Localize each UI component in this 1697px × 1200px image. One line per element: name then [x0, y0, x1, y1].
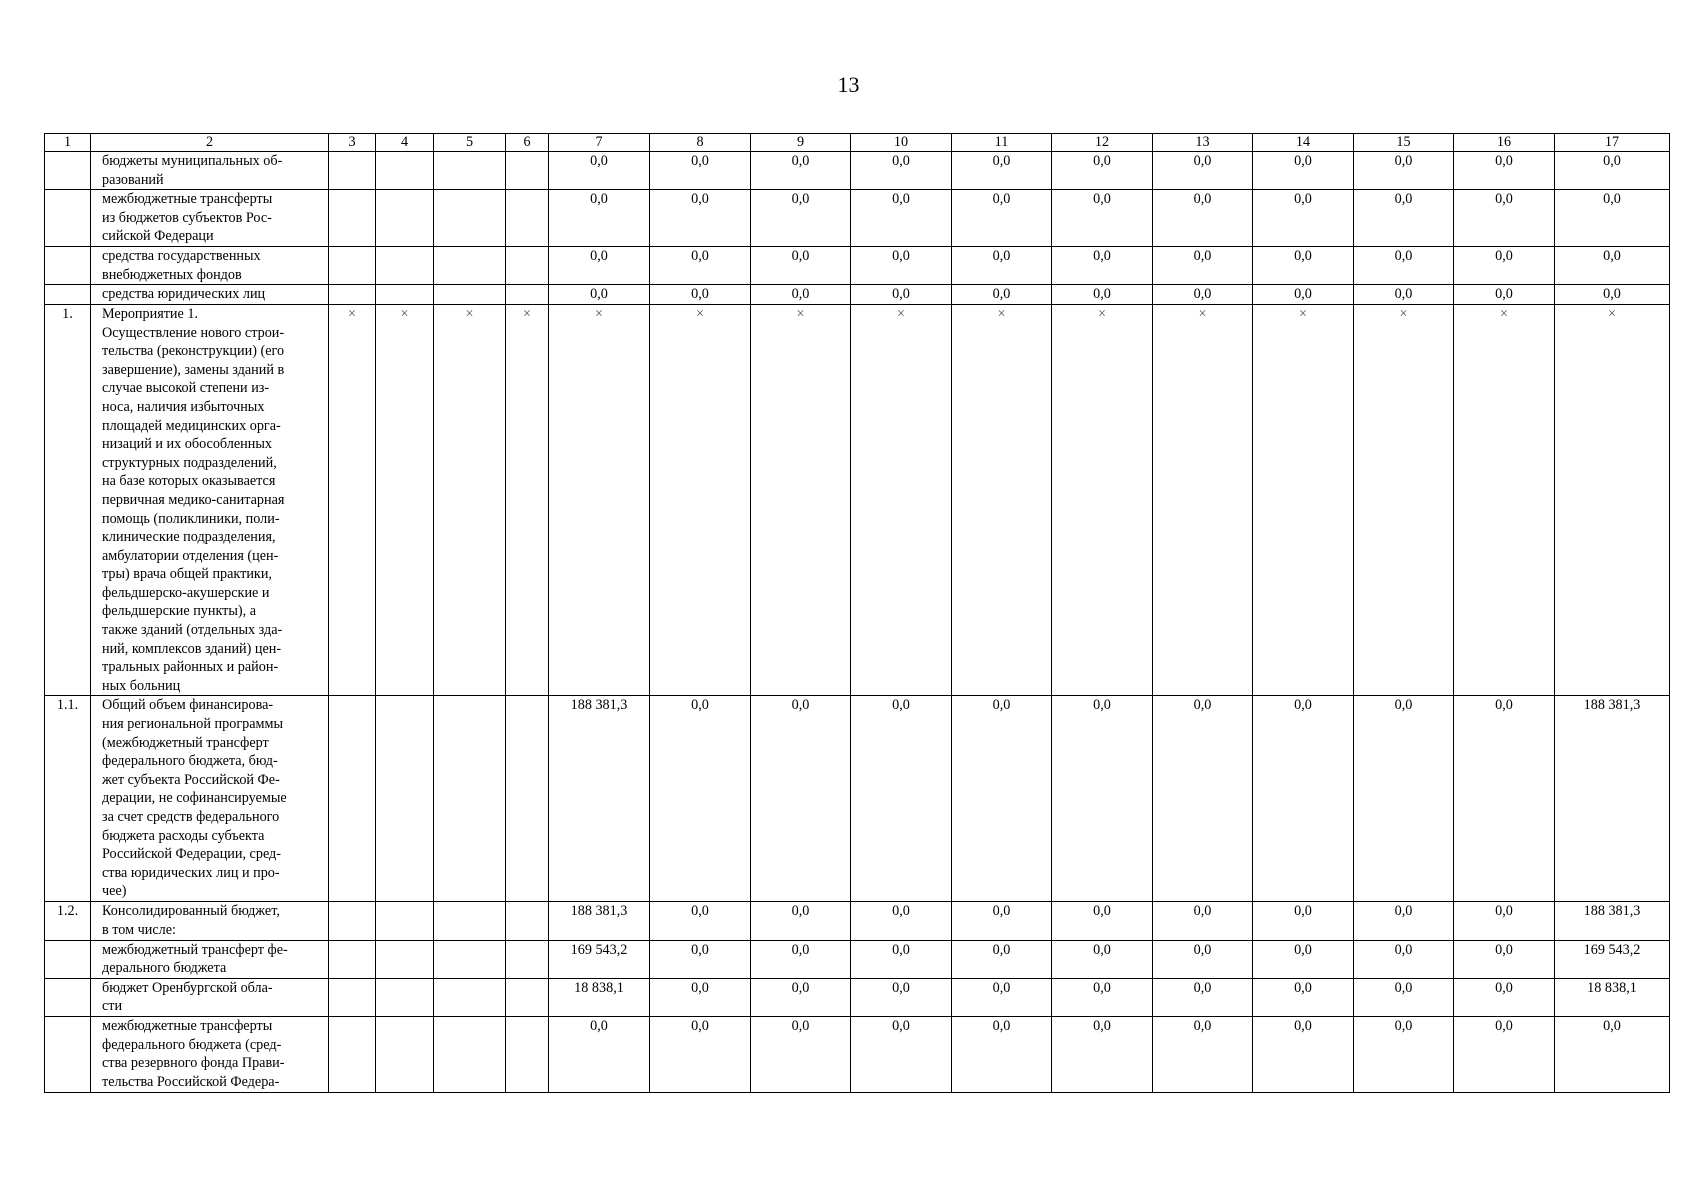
- value-cell-col-15: 0,0: [1354, 285, 1454, 305]
- value-cell-col-13: 0,0: [1153, 285, 1253, 305]
- cell-c6: [506, 696, 549, 902]
- value-cell-col-11: 0,0: [952, 152, 1052, 190]
- value-cell-col-9: ×: [751, 304, 851, 695]
- column-number-2: 2: [91, 134, 329, 152]
- value-cell-col-15: 0,0: [1354, 940, 1454, 978]
- column-number-6: 6: [506, 134, 549, 152]
- value-cell-col-14: 0,0: [1253, 1017, 1354, 1093]
- cell-c3: [329, 152, 376, 190]
- budget-table: [44, 133, 1670, 1093]
- cell-c5: [434, 978, 506, 1016]
- value-cell-col-9: 0,0: [751, 247, 851, 285]
- cell-c5: [434, 190, 506, 247]
- cell-c4: [376, 152, 434, 190]
- value-cell-col-7: 18 838,1: [549, 978, 650, 1016]
- cell-c4: ×: [376, 304, 434, 695]
- value-cell-col-14: 0,0: [1253, 285, 1354, 305]
- value-cell-col-8: 0,0: [650, 285, 751, 305]
- value-cell-col-12: 0,0: [1052, 152, 1153, 190]
- value-cell-col-12: 0,0: [1052, 696, 1153, 902]
- page-number: 13: [837, 72, 860, 97]
- value-cell-col-9: 0,0: [751, 940, 851, 978]
- column-number-12: 12: [1052, 134, 1153, 152]
- value-cell-col-9: 0,0: [751, 285, 851, 305]
- value-cell-col-7: 188 381,3: [549, 902, 650, 940]
- value-cell-col-11: 0,0: [952, 1017, 1052, 1093]
- value-cell-col-11: 0,0: [952, 190, 1052, 247]
- row-name: бюджет Оренбургской обла- сти: [91, 978, 329, 1016]
- value-cell-col-9: 0,0: [751, 152, 851, 190]
- table-row: [45, 190, 1670, 247]
- value-cell-col-17: 188 381,3: [1555, 696, 1670, 902]
- value-cell-col-12: 0,0: [1052, 1017, 1153, 1093]
- row-name: средства юридических лиц: [91, 285, 329, 305]
- value-cell-col-8: ×: [650, 304, 751, 695]
- value-cell-col-8: 0,0: [650, 1017, 751, 1093]
- cell-c4: [376, 902, 434, 940]
- cell-c5: [434, 152, 506, 190]
- value-cell-col-12: 0,0: [1052, 978, 1153, 1016]
- table-row: [45, 940, 1670, 978]
- cell-c5: [434, 940, 506, 978]
- value-cell-col-7: 0,0: [549, 190, 650, 247]
- value-cell-col-16: 0,0: [1454, 1017, 1555, 1093]
- value-cell-col-11: 0,0: [952, 696, 1052, 902]
- cell-c3: [329, 190, 376, 247]
- value-cell-col-11: 0,0: [952, 902, 1052, 940]
- value-cell-col-17: ×: [1555, 304, 1670, 695]
- cell-c6: [506, 247, 549, 285]
- cell-c5: [434, 247, 506, 285]
- cell-c5: [434, 902, 506, 940]
- value-cell-col-8: 0,0: [650, 152, 751, 190]
- value-cell-col-14: 0,0: [1253, 190, 1354, 247]
- value-cell-col-15: 0,0: [1354, 1017, 1454, 1093]
- row-number: [45, 978, 91, 1016]
- value-cell-col-13: ×: [1153, 304, 1253, 695]
- value-cell-col-13: 0,0: [1153, 696, 1253, 902]
- cell-c4: [376, 247, 434, 285]
- value-cell-col-14: 0,0: [1253, 696, 1354, 902]
- value-cell-col-15: 0,0: [1354, 152, 1454, 190]
- value-cell-col-16: 0,0: [1454, 190, 1555, 247]
- value-cell-col-17: 18 838,1: [1555, 978, 1670, 1016]
- value-cell-col-10: 0,0: [851, 696, 952, 902]
- value-cell-col-13: 0,0: [1153, 902, 1253, 940]
- cell-c6: [506, 940, 549, 978]
- column-number-11: 11: [952, 134, 1052, 152]
- table-row: [45, 1017, 1670, 1093]
- value-cell-col-7: 0,0: [549, 285, 650, 305]
- cell-c5: [434, 285, 506, 305]
- cell-c3: [329, 285, 376, 305]
- value-cell-col-15: 0,0: [1354, 978, 1454, 1016]
- value-cell-col-17: 0,0: [1555, 190, 1670, 247]
- table-row: [45, 902, 1670, 940]
- column-number-row: [45, 134, 1670, 152]
- cell-c3: [329, 247, 376, 285]
- value-cell-col-8: 0,0: [650, 247, 751, 285]
- value-cell-col-10: 0,0: [851, 247, 952, 285]
- value-cell-col-16: 0,0: [1454, 696, 1555, 902]
- cell-c4: [376, 978, 434, 1016]
- row-number: 1.2.: [45, 902, 91, 940]
- value-cell-col-8: 0,0: [650, 190, 751, 247]
- column-number-13: 13: [1153, 134, 1253, 152]
- value-cell-col-17: 0,0: [1555, 152, 1670, 190]
- value-cell-col-10: 0,0: [851, 285, 952, 305]
- row-number: [45, 152, 91, 190]
- row-name: Общий объем финансирова- ния региональной программы (межбюджетный трансферт федерального бюджета, бюд- жет субъекта Российской Фе- дерации, не софинансируемые за счет средств федерального бюджета расходы субъекта Российской Федерации, сред- ства юридических лиц и про- чее): [91, 696, 329, 902]
- value-cell-col-15: ×: [1354, 304, 1454, 695]
- value-cell-col-13: 0,0: [1153, 940, 1253, 978]
- value-cell-col-15: 0,0: [1354, 247, 1454, 285]
- value-cell-col-16: 0,0: [1454, 285, 1555, 305]
- column-number-8: 8: [650, 134, 751, 152]
- row-number: [45, 940, 91, 978]
- table-row: [45, 304, 1670, 695]
- value-cell-col-16: 0,0: [1454, 247, 1555, 285]
- column-number-9: 9: [751, 134, 851, 152]
- value-cell-col-11: 0,0: [952, 285, 1052, 305]
- value-cell-col-17: 169 543,2: [1555, 940, 1670, 978]
- value-cell-col-10: 0,0: [851, 1017, 952, 1093]
- value-cell-col-10: 0,0: [851, 902, 952, 940]
- value-cell-col-12: 0,0: [1052, 285, 1153, 305]
- cell-c6: [506, 1017, 549, 1093]
- cell-c6: [506, 902, 549, 940]
- row-name: межбюджетные трансферты из бюджетов субъектов Рос- сийской Федераци: [91, 190, 329, 247]
- value-cell-col-8: 0,0: [650, 696, 751, 902]
- value-cell-col-17: 188 381,3: [1555, 902, 1670, 940]
- cell-c5: ×: [434, 304, 506, 695]
- row-number: [45, 247, 91, 285]
- row-number: [45, 1017, 91, 1093]
- value-cell-col-7: 188 381,3: [549, 696, 650, 902]
- value-cell-col-12: ×: [1052, 304, 1153, 695]
- row-number: 1.: [45, 304, 91, 695]
- value-cell-col-11: 0,0: [952, 978, 1052, 1016]
- cell-c6: [506, 190, 549, 247]
- value-cell-col-9: 0,0: [751, 978, 851, 1016]
- value-cell-col-9: 0,0: [751, 190, 851, 247]
- value-cell-col-7: ×: [549, 304, 650, 695]
- cell-c3: [329, 902, 376, 940]
- table-row: [45, 285, 1670, 305]
- table-row: [45, 247, 1670, 285]
- column-number-3: 3: [329, 134, 376, 152]
- row-name: межбюджетные трансферты федерального бюджета (сред- ства резервного фонда Прави- тельства Российской Федера-: [91, 1017, 329, 1093]
- value-cell-col-7: 0,0: [549, 247, 650, 285]
- value-cell-col-10: 0,0: [851, 190, 952, 247]
- row-name: Консолидированный бюджет, в том числе:: [91, 902, 329, 940]
- column-number-5: 5: [434, 134, 506, 152]
- value-cell-col-11: 0,0: [952, 940, 1052, 978]
- cell-c4: [376, 190, 434, 247]
- value-cell-col-13: 0,0: [1153, 190, 1253, 247]
- column-number-16: 16: [1454, 134, 1555, 152]
- value-cell-col-17: 0,0: [1555, 285, 1670, 305]
- value-cell-col-16: ×: [1454, 304, 1555, 695]
- cell-c5: [434, 696, 506, 902]
- column-number-4: 4: [376, 134, 434, 152]
- value-cell-col-16: 0,0: [1454, 978, 1555, 1016]
- row-name: Мероприятие 1. Осуществление нового строи- тельства (реконструкции) (его завершение), замены зданий в случае высокой степени из- носа, наличия избыточных площадей медицинских орга- низаций и их обособленных структурных подразделений, на базе которых оказывается первичная медико-санитарная помощь (поликлиники, поли- клинические подразделения, амбулатории отделения (цен- тры) врача общей практики, фельдшерско-акушерские и фельдшерские пункты), а также зданий (отдельных зда- ний, комплексов зданий) цен- тральных районных и район- ных больниц: [91, 304, 329, 695]
- value-cell-col-9: 0,0: [751, 696, 851, 902]
- table-row: [45, 152, 1670, 190]
- cell-c3: [329, 978, 376, 1016]
- value-cell-col-14: 0,0: [1253, 902, 1354, 940]
- cell-c6: [506, 978, 549, 1016]
- cell-c4: [376, 696, 434, 902]
- table-body: [45, 134, 1670, 1093]
- value-cell-col-7: 169 543,2: [549, 940, 650, 978]
- value-cell-col-16: 0,0: [1454, 152, 1555, 190]
- value-cell-col-14: 0,0: [1253, 978, 1354, 1016]
- value-cell-col-11: ×: [952, 304, 1052, 695]
- value-cell-col-14: 0,0: [1253, 152, 1354, 190]
- cell-c5: [434, 1017, 506, 1093]
- column-number-14: 14: [1253, 134, 1354, 152]
- column-number-7: 7: [549, 134, 650, 152]
- value-cell-col-10: ×: [851, 304, 952, 695]
- value-cell-col-11: 0,0: [952, 247, 1052, 285]
- value-cell-col-15: 0,0: [1354, 190, 1454, 247]
- value-cell-col-16: 0,0: [1454, 902, 1555, 940]
- value-cell-col-8: 0,0: [650, 940, 751, 978]
- column-number-15: 15: [1354, 134, 1454, 152]
- value-cell-col-9: 0,0: [751, 902, 851, 940]
- row-number: 1.1.: [45, 696, 91, 902]
- value-cell-col-12: 0,0: [1052, 247, 1153, 285]
- cell-c4: [376, 940, 434, 978]
- row-number: [45, 285, 91, 305]
- value-cell-col-10: 0,0: [851, 152, 952, 190]
- cell-c6: ×: [506, 304, 549, 695]
- value-cell-col-10: 0,0: [851, 978, 952, 1016]
- value-cell-col-12: 0,0: [1052, 940, 1153, 978]
- cell-c4: [376, 1017, 434, 1093]
- value-cell-col-14: 0,0: [1253, 247, 1354, 285]
- value-cell-col-13: 0,0: [1153, 978, 1253, 1016]
- row-name: межбюджетный трансферт фе- дерального бюджета: [91, 940, 329, 978]
- cell-c4: [376, 285, 434, 305]
- value-cell-col-17: 0,0: [1555, 1017, 1670, 1093]
- column-number-1: 1: [45, 134, 91, 152]
- value-cell-col-8: 0,0: [650, 978, 751, 1016]
- value-cell-col-9: 0,0: [751, 1017, 851, 1093]
- row-number: [45, 190, 91, 247]
- cell-c3: [329, 940, 376, 978]
- value-cell-col-14: ×: [1253, 304, 1354, 695]
- value-cell-col-12: 0,0: [1052, 902, 1153, 940]
- table-row: [45, 696, 1670, 902]
- row-name: средства государственных внебюджетных фондов: [91, 247, 329, 285]
- value-cell-col-7: 0,0: [549, 1017, 650, 1093]
- value-cell-col-13: 0,0: [1153, 1017, 1253, 1093]
- row-name: бюджеты муниципальных об- разований: [91, 152, 329, 190]
- value-cell-col-13: 0,0: [1153, 247, 1253, 285]
- value-cell-col-10: 0,0: [851, 940, 952, 978]
- value-cell-col-13: 0,0: [1153, 152, 1253, 190]
- cell-c3: [329, 696, 376, 902]
- value-cell-col-7: 0,0: [549, 152, 650, 190]
- value-cell-col-8: 0,0: [650, 902, 751, 940]
- value-cell-col-15: 0,0: [1354, 696, 1454, 902]
- cell-c3: ×: [329, 304, 376, 695]
- value-cell-col-14: 0,0: [1253, 940, 1354, 978]
- cell-c6: [506, 152, 549, 190]
- table-row: [45, 978, 1670, 1016]
- cell-c3: [329, 1017, 376, 1093]
- cell-c6: [506, 285, 549, 305]
- column-number-17: 17: [1555, 134, 1670, 152]
- value-cell-col-12: 0,0: [1052, 190, 1153, 247]
- value-cell-col-15: 0,0: [1354, 902, 1454, 940]
- value-cell-col-17: 0,0: [1555, 247, 1670, 285]
- column-number-10: 10: [851, 134, 952, 152]
- value-cell-col-16: 0,0: [1454, 940, 1555, 978]
